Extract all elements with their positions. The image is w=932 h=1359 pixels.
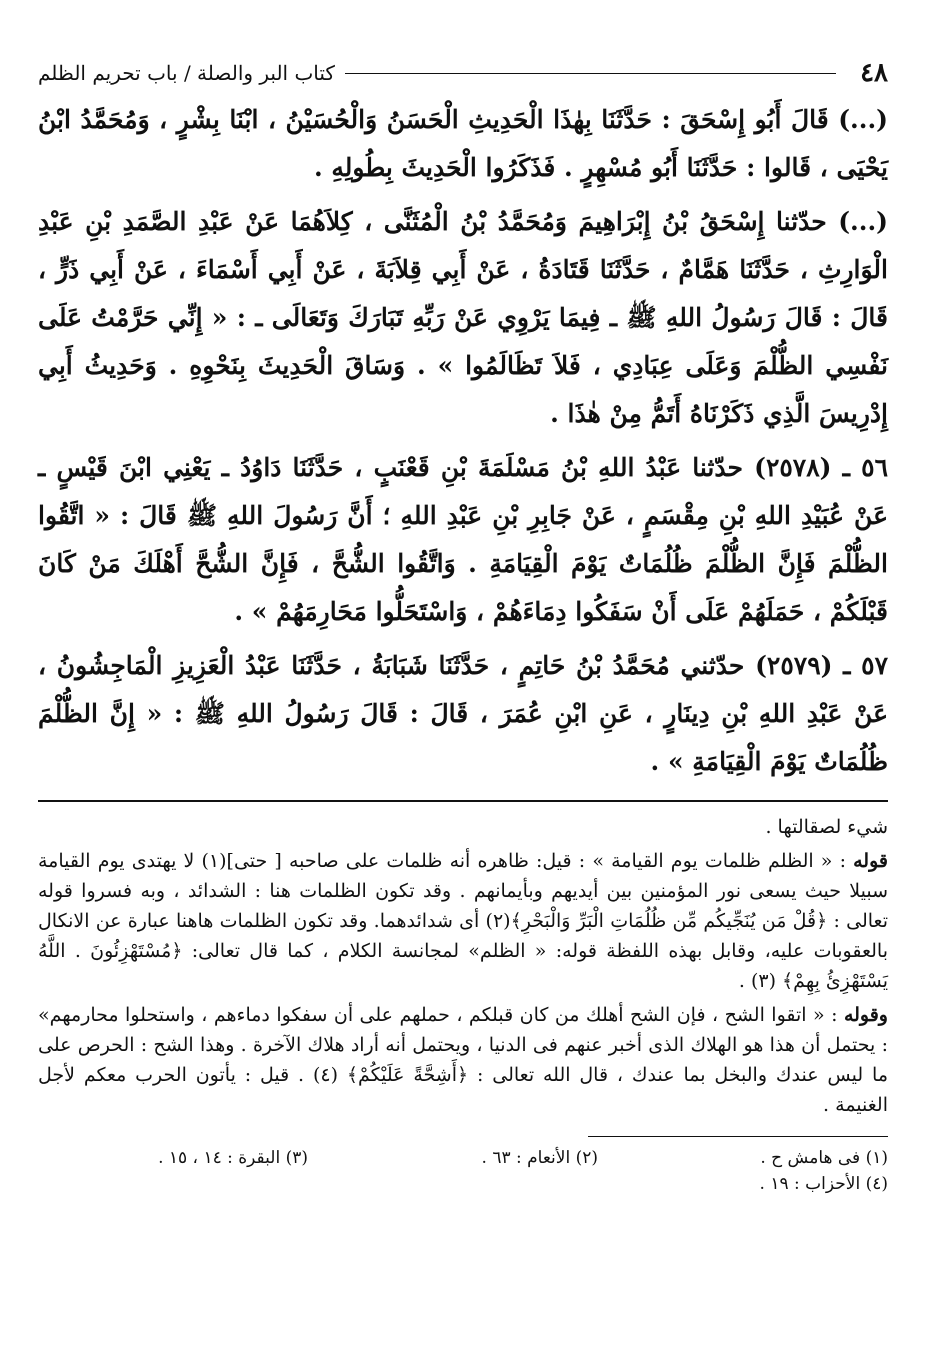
hadith-paragraph: ٥٧ ـ (٢٥٧٩) حدّثني مُحَمَّدُ بْنُ حَاتِمٍ ، حَدَّثَنَا شَبَابَةُ ، حَدَّثَنَا عَبْدُ الْعَزِيزِ الْمَاجِشُونُ ، عَنْ عَبْدِ اللهِ بْنِ دِينَارٍ ، عَنِ ابْنِ عُمَرَ ، قَالَ : قَالَ رَسُولُ اللهِ ﷺ : « إِنَّ الظُّلْمَ ظُلُمَاتٌ يَوْمَ الْقِيَامَةِ » . — [38, 651, 889, 776]
commentary — [38, 812, 888, 1120]
footnote: (٤) الأحزاب : ١٩ . — [759, 1174, 888, 1194]
commentary-lead: قوله — [853, 850, 888, 872]
footnote-row — [38, 1145, 888, 1171]
page-number: ٤٨ — [860, 58, 888, 88]
footnote: (٣) البقرة : ١٤ ، ١٥ . — [158, 1148, 308, 1168]
footnote: (٢) الأنعام : ٦٣ . — [481, 1148, 598, 1168]
hadith-paragraph: (...) حدّثنا إِسْحَقُ بْنُ إِبْرَاهِيمَ وَمُحَمَّدُ بْنُ الْمُثَنَّى ، كِلاَهُمَا عَنْ عَبْدِ الصَّمَدِ بْنِ عَبْدِ الْوَارِثِ ، حَدَّثَنَا هَمَّامٌ ، حَدَّثَنَا قَتَادَةُ ، عَنْ أَبِي قِلاَبَةَ ، عَنْ أَبِي أَسْمَاءَ ، عَنْ أَبِي ذَرٍّ ، قَالَ : قَالَ رَسُولُ اللهِ ﷺ ـ فِيمَا يَرْوِي عَنْ رَبِّهِ تَبَارَكَ وَتَعَالَى ـ : « إِنِّي حَرَّمْتُ عَلَى نَفْسِي الظُّلْمَ وَعَلَى عِبَادِي ، فَلاَ تَظَالَمُوا » . وَسَاقَ الْحَدِيثَ بِنَحْوِهِ . وَحَدِيثُ أَبِي إِدْرِيسَ الَّذِي ذَكَرْنَاهُ أَتَمُّ مِنْ هٰذَا . — [38, 207, 888, 428]
commentary-body: : « الظلم ظلمات يوم القيامة » : قيل: ظاهره أنه ظلمات على صاحبه [ حتى](١) لا يهتدى يوم القيامة سبيلا حيث يسعى نور المؤمنين بين أيديهم وبأيمانهم . وقد تكون الظلمات هنا : الشدائد ، وبه فسروا قوله تعالى : ﴿قُلْ مَن يُنَجِّيكُم مِّن ظُلُمَاتِ الْبَرِّ وَالْبَحْرِ﴾(٢) أى شدائدهما. وقد تكون الظلمات هاهنا عبارة عن الانكال بالعقوبات عليه، وقابل بهذه اللفظة قوله: « الظلم» لمجانسة الكلام ، كما قال تعالى: ﴿مُسْتَهْزِئُونَ . اللَّهُ يَسْتَهْزِئُ بِهِمْ﴾ (٣) . — [38, 850, 888, 992]
commentary-body: : « اتقوا الشح ، فإن الشح أهلك من كان قبلكم ، حملهم على أن سفكوا دماءهم ، واستحلوا محارمهم» : يحتمل أن هذا هو الهلاك الذى أخبر عنهم فى الدنيا ، ويحتمل أنه أراد هلاك الآخرة . وهذا الشح : الحرص على ما ليس عندك والبخل بما عندك ، قال الله تعالى : ﴿أَشِحَّةً عَلَيْكُمْ﴾ (٤) . قيل : يأتون الحرب معكم لأجل الغنيمة . — [38, 1004, 888, 1116]
running-header — [38, 50, 888, 96]
commentary-paragraph — [38, 846, 888, 996]
hadith-paragraph: ٥٦ ـ (٢٥٧٨) حدّثنا عَبْدُ اللهِ بْنُ مَسْلَمَةَ بْنِ قَعْنَبٍ ، حَدَّثَنَا دَاوُدُ ـ يَعْنِي ابْنَ قَيْسٍ ـ عَنْ عُبَيْدِ اللهِ بْنِ مِقْسَمٍ ، عَنْ جَابِرِ بْنِ عَبْدِ اللهِ ؛ أَنَّ رَسُولَ اللهِ ﷺ قَالَ : « اتَّقُوا الظُّلْمَ فَإِنَّ الظُّلْمَ ظُلُمَاتٌ يَوْمَ الْقِيَامَةِ . وَاتَّقُوا الشُّحَّ ، فَإِنَّ الشُّحَّ أَهْلَكَ مَنْ كَانَ قَبْلَكُمْ ، حَمَلَهُمْ عَلَى أَنْ سَفَكُوا دِمَاءَهُمْ ، وَاسْتَحَلُّوا مَحَارِمَهُمْ » . — [38, 453, 888, 626]
header-rule — [345, 73, 836, 74]
commentary-paragraph — [38, 1000, 888, 1120]
commentary-lead: وقوله — [843, 1004, 888, 1026]
commentary-paragraph: شيء لصقالتها . — [765, 816, 888, 838]
hadith-paragraph: (...) قَالَ أَبُو إِسْحَقَ : حَدَّثَنَا بِهٰذَا الْحَدِيثِ الْحَسَنُ وَالْحُسَيْنُ ، ابْنَا بِشْرٍ ، وَمُحَمَّدُ ابْنُ يَحْيَى ، قَالوا : حَدَّثَنَا أَبُو مُسْهِرٍ . فَذَكَرُوا الْحَدِيثَ بِطُولِهِ . — [38, 105, 888, 182]
footnote-divider — [588, 1136, 888, 1137]
footnote-row — [38, 1171, 888, 1197]
commentary-divider — [38, 800, 888, 802]
running-title: كتاب البر والصلة / باب تحريم الظلم — [38, 61, 335, 85]
page — [38, 50, 888, 1330]
hadith-text — [38, 96, 888, 786]
footnote: (١) فى هامش ح . — [760, 1148, 888, 1168]
